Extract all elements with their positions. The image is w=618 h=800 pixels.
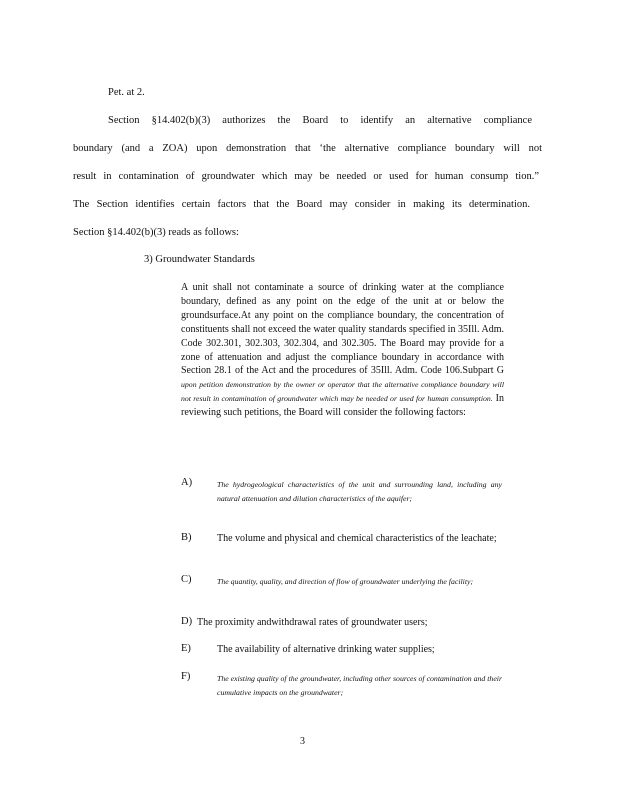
factor-text-d: The proximity andwithdrawal rates of groundwater users; <box>197 617 428 628</box>
factor-text-e: The availability of alternative drinking water supplies; <box>217 644 435 655</box>
quote-normal: A unit shall not contaminate a source of drinking water at the compliance boundary, defined as any point on the edge of the unit at or below the groundsurface.At any point on the compliance boundary, the concentration of constituents shall not exceed the water quality standards specified in 35Ill. Adm. Code 302.301, 302.303, 302.304, and 302.305. The Board may provide for a zone of attenuation and adjust the compliance boundary in accordance with Section 28.1 of the Act and the procedures of 35Ill. Adm. Code 106.Subpart G <box>181 282 504 377</box>
section-heading: 3) Groundwater Standards <box>144 254 255 265</box>
factor-label-a: A) <box>181 477 193 488</box>
factor-text-a: The hydrogeological characteristics of the unit and surrounding land, including any natural attenuation and dilution characteristics of the aquifer; <box>217 480 502 503</box>
factor-label-e: E) <box>181 643 191 654</box>
body-line-5: Section §14.402(b)(3) reads as follows: <box>73 227 239 238</box>
factor-label-f: F) <box>181 671 191 682</box>
body-line-2: boundary (and a ZOA) upon demonstration that ‘the alternative compliance boundary will not <box>73 143 542 154</box>
quote-tail: In reviewing such petitions, the Board will consider the following factors: <box>181 393 504 419</box>
quote-italic: upon petition demonstration by the owner or operator that the alternative compliance boundary will not result in contamination of groundwater which may be needed or used for human consumption. <box>181 380 504 404</box>
factor-label-b: B) <box>181 532 192 543</box>
factor-label-c: C) <box>181 574 192 585</box>
quoted-paragraph <box>181 281 504 420</box>
body-line-4: The Section identifies certain factors that the Board may consider in making its determination. <box>73 199 530 210</box>
factor-text-b: The volume and physical and chemical characteristics of the leachate; <box>217 533 497 544</box>
factor-text-f: The existing quality of the groundwater, including other sources of contamination and their cumulative impacts on the groundwater; <box>217 674 502 697</box>
factor-label-d: D) <box>181 616 193 627</box>
factor-text-c: The quantity, quality, and direction of flow of groundwater underlying the facility; <box>217 577 474 586</box>
page-number: 3 <box>300 736 305 747</box>
body-line-3: result in contamination of groundwater which may be needed or used for human consump tion.” <box>73 171 539 182</box>
citation: Pet. at 2. <box>108 87 145 98</box>
body-line-1: Section §14.402(b)(3) authorizes the Board to identify an alternative compliance <box>108 115 532 126</box>
